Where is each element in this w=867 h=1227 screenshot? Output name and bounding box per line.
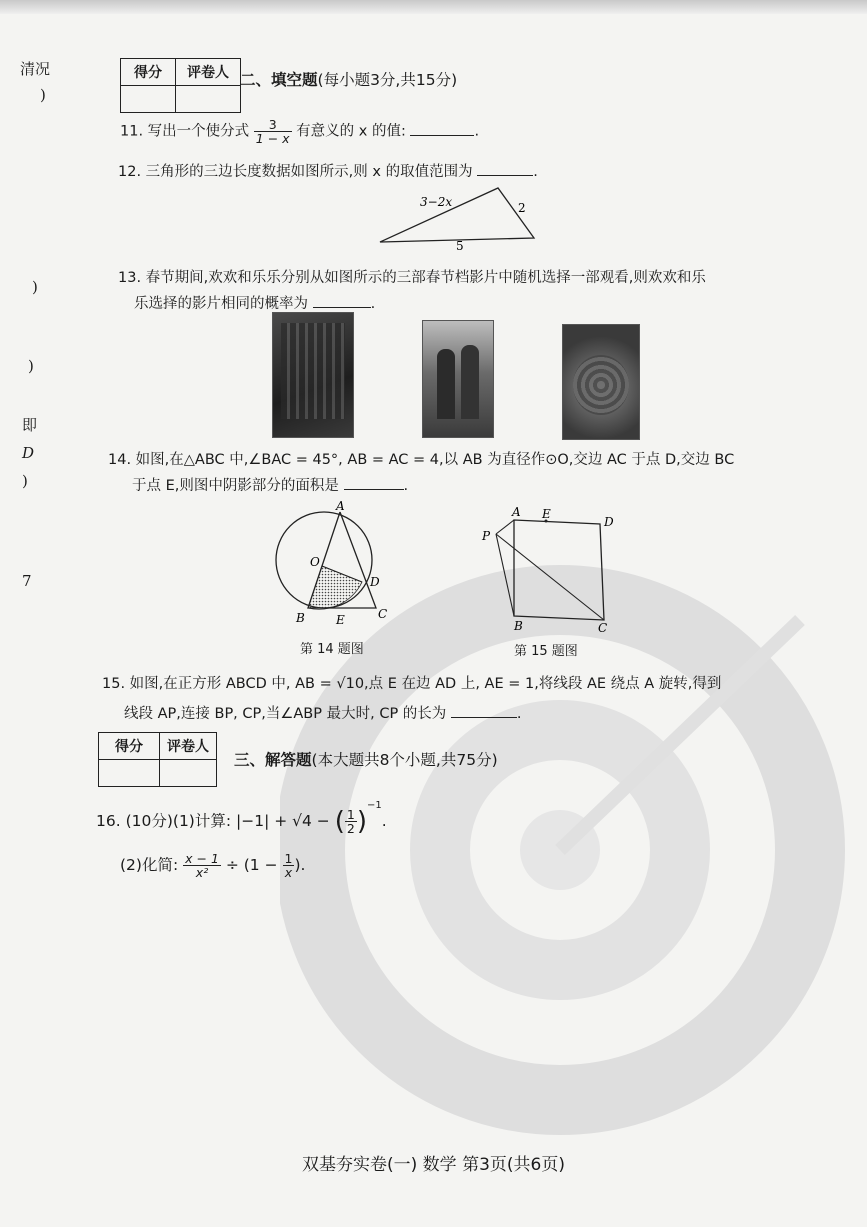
q16-part2-fraction2 [283, 852, 295, 879]
margin-text-7: ) [22, 472, 28, 490]
score-cell[interactable] [121, 86, 176, 113]
question-13-line2 [134, 292, 375, 313]
grader-cell-2[interactable] [160, 760, 217, 787]
q15-line2-text: 线段 AP,连接 BP, CP,当∠ABP 最大时, CP 的长为 [124, 706, 447, 722]
q16-part2-mid: ÷ (1 − [225, 856, 283, 875]
margin-text-3: ) [32, 278, 38, 296]
q13-answer-blank[interactable] [313, 293, 371, 308]
question-13-line1: 13. 春节期间,欢欢和乐乐分别从如图所示的三部春节档影片中随机选择一部观看,则欢欢和乐 [118, 270, 706, 286]
q12-answer-blank[interactable] [477, 161, 533, 176]
question-11 [120, 118, 479, 145]
section2-heading [240, 68, 457, 90]
page-footer: 双基夯实卷(一) 数学 第3页(共6页) [302, 1155, 565, 1175]
question-14-line1: 14. 如图,在△ABC 中,∠BAC = 45°, AB = AC = 4,以 AB 为直径作⊙O,交边 AC 于点 D,交边 BC [108, 452, 735, 468]
q15-answer-blank[interactable] [451, 703, 517, 718]
q16-part2-frac2-den: x [284, 865, 293, 881]
q16-part2-fraction [183, 852, 221, 879]
margin-text-2: ) [40, 86, 46, 104]
fig15-label-d: D [604, 515, 614, 529]
q11-prefix: 11. 写出一个使分式 [120, 123, 250, 140]
section2-note: (每小题3分,共15分) [317, 71, 458, 89]
question-16-part2 [120, 852, 305, 879]
fig15-label-a: A [512, 505, 521, 519]
film-poster-3 [562, 324, 640, 440]
q14-line2-text: 于点 E,则图中阴影部分的面积是 [132, 478, 339, 494]
fig15-label-b: B [514, 619, 523, 633]
question-15-line2 [124, 702, 522, 723]
fig14-label-c: C [378, 607, 388, 621]
q13-end: . [370, 296, 376, 312]
grader-cell[interactable] [176, 86, 241, 113]
grader-label-2: 评卷人 [160, 733, 217, 760]
question-15-line1: 15. 如图,在正方形 ABCD 中, AB = √10,点 E 在边 AD 上, AE = 1,将线段 AE 绕点 A 旋转,得到 [102, 676, 722, 692]
score-box-section2 [120, 58, 241, 113]
q11-frac-num: 3 [254, 118, 292, 132]
fig15-caption: 第 15 题图 [514, 644, 578, 659]
film-poster-1 [272, 312, 354, 438]
fig14-label-e: E [336, 613, 345, 627]
q11-suffix: 有意义的 x 的值: [296, 123, 406, 140]
fig15-label-p: P [482, 529, 491, 543]
fig14-label-o: O [310, 555, 320, 569]
q11-fraction [254, 118, 292, 145]
score-label-2: 得分 [99, 733, 160, 760]
q16-part2-frac-num: x − 1 [185, 851, 219, 866]
q14-end: . [403, 478, 409, 494]
q11-answer-blank[interactable] [410, 121, 474, 136]
section3-heading [234, 748, 498, 770]
fig15-square [514, 520, 604, 620]
section3-note: (本大题共8个小题,共75分) [311, 751, 498, 769]
q12-label-top: 3−2x [420, 195, 453, 209]
q15-end: . [516, 706, 522, 722]
q16-part2-prefix: (2)化简: [120, 856, 179, 875]
q12-text: 12. 三角形的三边长度数据如图所示,则 x 的取值范围为 [118, 164, 473, 180]
fig14-label-a: A [336, 499, 345, 513]
figure-14 [270, 498, 400, 630]
margin-text-1: 清况 [20, 60, 51, 78]
fig14-label-b: B [296, 611, 305, 625]
q12-label-bottom: 5 [456, 239, 464, 252]
fig14-caption: 第 14 题图 [300, 642, 364, 657]
fig14-label-d: D [370, 575, 380, 589]
scan-top-edge [0, 0, 867, 14]
q11-end: . [474, 123, 480, 140]
figure-15 [476, 504, 626, 636]
q16-part1-prefix: 16. (10分)(1)计算: |−1| + √4 − [96, 812, 335, 830]
q16-part2-frac2-num: 1 [284, 851, 293, 866]
q12-end: . [533, 164, 538, 180]
q16-part1-frac-num: 1 [346, 806, 355, 822]
margin-text-6: D [22, 444, 35, 462]
question-14-line2 [132, 474, 408, 495]
q16-part1-exponent: −1 [366, 800, 382, 811]
fig15-label-c: C [598, 621, 608, 635]
q16-part2-end: ). [294, 856, 306, 875]
fig14-shaded-region [308, 566, 362, 609]
question-12 [118, 160, 538, 181]
margin-text-4: ) [28, 357, 34, 375]
q13-line2-text: 乐选择的影片相同的概率为 [134, 296, 308, 312]
score-label: 得分 [121, 59, 176, 86]
margin-text-5: 即 [22, 416, 38, 434]
score-cell-2[interactable] [99, 760, 160, 787]
section2-title: 二、填空题 [240, 71, 318, 89]
q16-paren-open: ( [334, 806, 345, 837]
q12-triangle [380, 188, 534, 242]
fig15-segment-ap [496, 520, 514, 534]
q16-part1-frac-den: 2 [346, 821, 355, 836]
q16-paren-close: ) [356, 806, 367, 837]
film-poster-2 [422, 320, 494, 438]
q16-part1-end: . [381, 812, 387, 830]
fig15-label-e: E [542, 507, 551, 521]
margin-text-8: 7 [22, 572, 32, 590]
question-16-part1 [96, 800, 387, 837]
grader-label: 评卷人 [176, 59, 241, 86]
q12-triangle-figure [370, 180, 550, 252]
section3-title: 三、解答题 [234, 751, 312, 769]
score-box-section3 [98, 732, 217, 787]
q12-label-right: 2 [518, 201, 526, 215]
q14-answer-blank[interactable] [344, 475, 404, 490]
q16-part2-frac-den: x² [195, 865, 209, 881]
q11-frac-den: 1 − x [255, 131, 290, 147]
q16-part1-fraction [345, 808, 357, 835]
